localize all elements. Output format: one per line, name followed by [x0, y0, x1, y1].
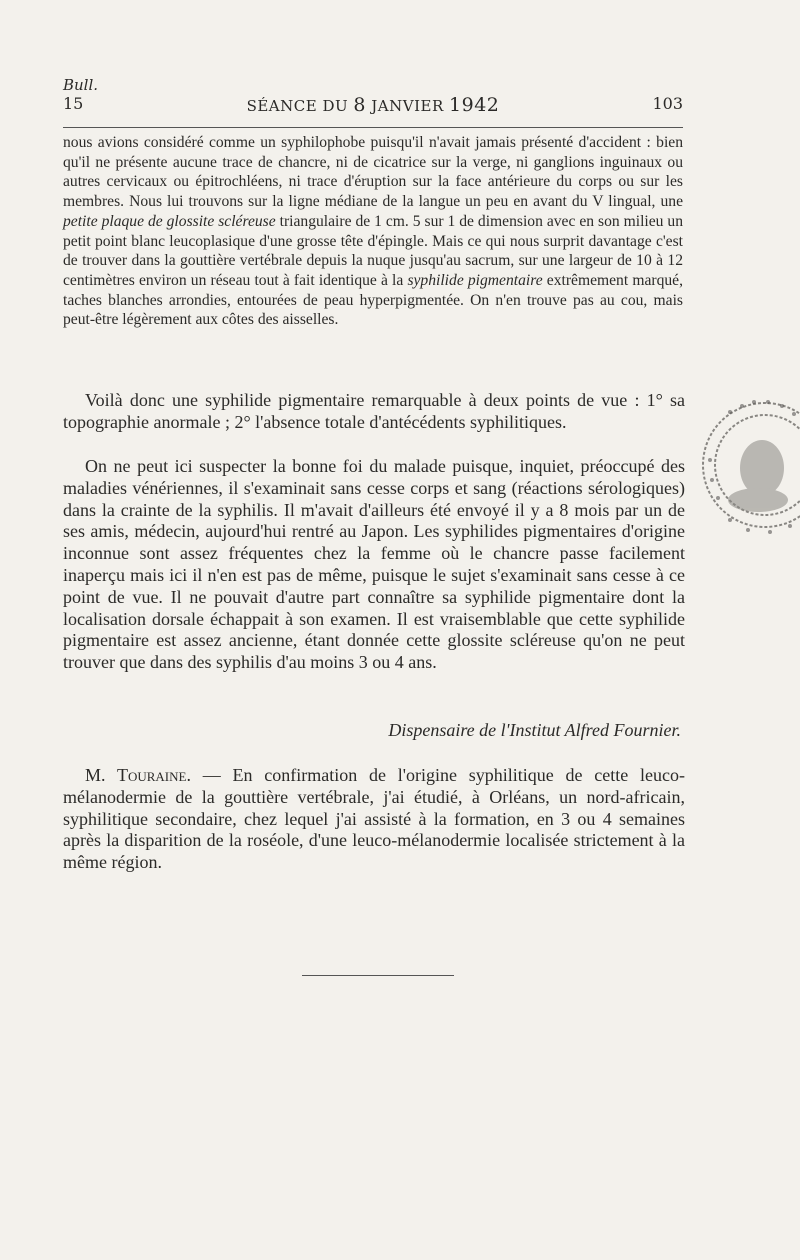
session-title [63, 94, 683, 116]
small-text-2: triangulaire de 1 cm. 5 sur 1 de dimension avec en son milieu un petit point blanc leucoplasique d'une grosse tête d'épingle. Mais ce qui nous surprit davantage c'est de trouver dans la gouttière vertébrale depuis la nuque jusqu'au sacrum, sur une largeur de 10 à 12 centimètres environ un réseau tout à fait identique à la [63, 212, 684, 289]
small-text-3: extrêmement marqué, taches blanches arrondies, entourées de peau hyperpigmentée. On n'en trouve pas au cou, mais peut-être légèrement aux côtes des aisselles. [63, 271, 683, 329]
session-year: 1942 [449, 94, 500, 116]
small-print-paragraph [63, 133, 683, 330]
touraine-text: — En confirmation de l'origine syphilitique de cette leuco-mélanodermie de la gouttière vertébrale, j'ai étudié, à Orléans, un nord-africain, syphilitique secondaire, chez lequel j'ai assisté à la formation, en 3 ou 4 semaines après la disparition de la roséole, d'une leuco-mélanodermie localisée strictement à la même région. [63, 765, 686, 873]
end-rule [302, 975, 454, 976]
running-header [63, 94, 683, 118]
library-stamp [690, 380, 800, 550]
journal-abbrev: Bull. [63, 76, 99, 94]
paragraph-conclusion: Voilà donc une syphilide pigmentaire remarquable à deux points de vue : 1° sa topographie anormale ; 2° l'absence totale d'antécédents syphilitiques. [63, 390, 685, 432]
small-italic-2: syphilide pigmentaire [407, 271, 543, 289]
author-name: M. Touraine. [85, 765, 191, 785]
signature-line: Dispensaire de l'Institut Alfred Fournier. [388, 720, 681, 740]
session-prefix: SÉANCE DU [246, 97, 349, 115]
header-rule [63, 127, 683, 128]
session-day: 8 [353, 94, 366, 116]
small-text-1: nous avions considéré comme un syphilophobe puisqu'il n'avait jamais présenté d'accident : bien qu'il ne présente aucune trace de chancre, ni de cicatrice sur la verge, ni ganglions inguinaux ou autres cervicaux ou épitrochléens, ni trace d'éruption sur la face antérieure du corps ou sur les membres. Nous lui trouvons sur la ligne médiane de la langue un peu en avant du V lingual, une [63, 134, 683, 211]
session-month: JANVIER [371, 97, 444, 115]
paragraph-touraine [63, 765, 685, 874]
paragraph-discussion: On ne peut ici suspecter la bonne foi du malade puisque, inquiet, préoccupé des maladies vénériennes, il s'examinait sans cesse corps et sang (réactions sérologiques) dans la crainte de la syphilis. Il m'avait d'ailleurs été envoyé il y a 8 mois par un de ses amis, médecin, aujourd'hui rentré au Japon. Les syphilides pigmentaires d'origine inconnue sont assez fréquentes chez la femme où le chancre passe facilement inaperçu mais ici il n'en est pas de même, puisque le sujet s'examinait sans cesse à ce point de vue. Il ne pouvait d'autre part connaître sa syphilide pigmentaire dont la localisation dorsale échappait à son examen. Il est vraisemblable que cette syphilide pigmentaire est assez ancienne, étant donnée cette glossite scléreuse qu'on ne peut trouver que dans des syphilis d'au moins 3 ou 4 ans. [63, 456, 685, 673]
small-italic-1: petite plaque de glossite scléreuse [63, 212, 276, 230]
page-number: 103 [652, 94, 683, 113]
volume-number: 15 [63, 94, 84, 113]
